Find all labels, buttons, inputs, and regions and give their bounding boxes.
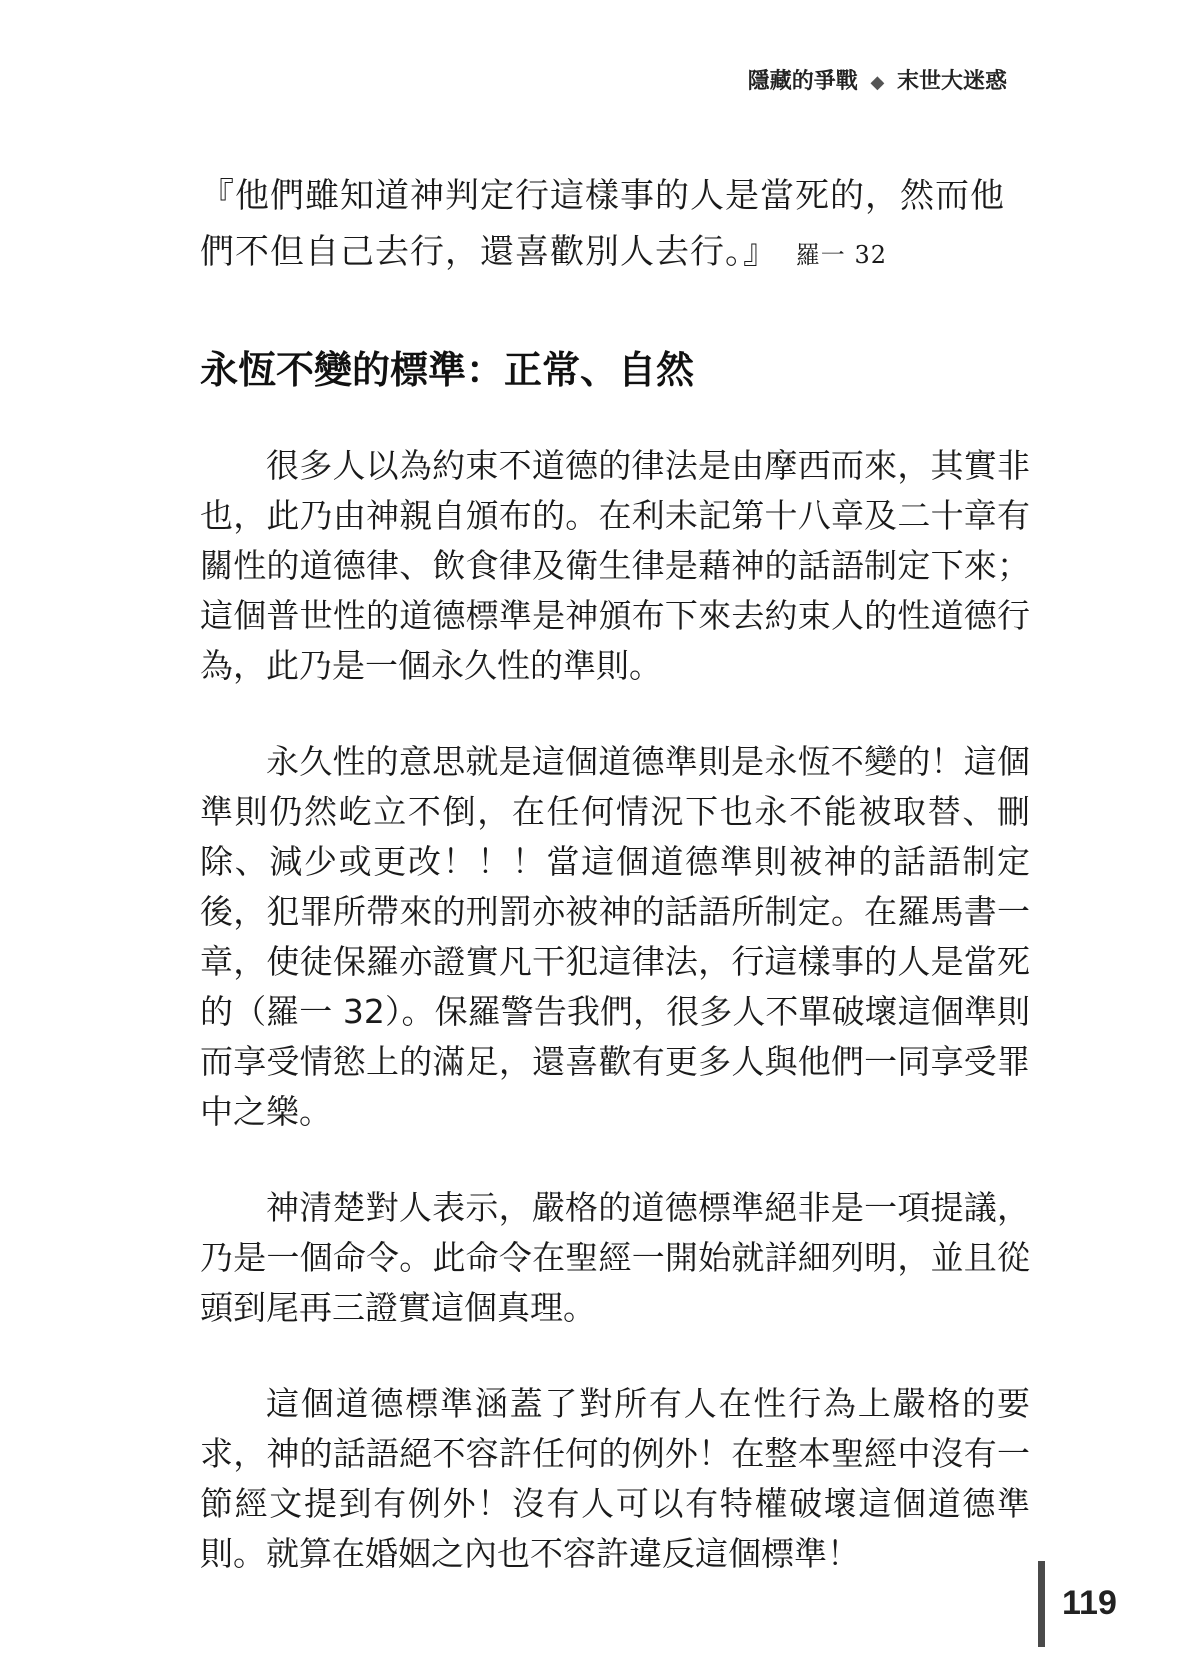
quote-text: 『他們雖知道神判定行這樣事的人是當死的，然而他們不但自己去行，還喜歡別人去行。』 [200,176,1005,272]
diamond-separator-icon: ◆ [870,72,885,93]
page-number-rule [1038,1561,1045,1647]
page-number: 119 [1062,1584,1117,1622]
paragraph-4: 這個道德標準涵蓋了對所有人在性行為上嚴格的要求，神的話語絕不容許任何的例外！在整本聖經中沒有一節經文提到有例外！沒有人可以有特權破壞這個道德準則。就算在婚姻之內也不容許違反這個標準！ [200,1384,1030,1573]
section-heading: 永恆不變的標準：正常、自然 [200,348,695,392]
running-header [748,64,1007,95]
book-title: 隱藏的爭戰 [747,69,858,94]
chapter-title: 末世大迷惑 [896,69,1007,94]
paragraph-3: 神清楚對人表示，嚴格的道德標準絕非是一項提議，乃是一個命令。此命令在聖經一開始就詳細列明，並且從頭到尾再三證實這個真理。 [200,1188,1030,1327]
quote-reference: 羅一 32 [795,241,887,269]
scripture-quote [200,168,1030,283]
paragraph-2: 永久性的意思就是這個道德準則是永恆不變的！這個準則仍然屹立不倒，在任何情況下也永不能被取替、刪除、減少或更改！！！當這個道德準則被神的話語制定後，犯罪所帶來的刑罰亦被神的話語所制定。在羅馬書一章，使徒保羅亦證實凡干犯這律法，行這樣事的人是當死的（羅一 32）。保羅警告我們，很多人不單破壞這個準則而享受情慾上的滿足，還喜歡有更多人與他們一同享受罪中之樂。 [200,742,1030,1131]
page-body [200,168,1030,1579]
paragraph-1: 很多人以為約束不道德的律法是由摩西而來，其實非也，此乃由神親自頒布的。在利未記第十八章及二十章有關性的道德律、飲食律及衛生律是藉神的話語制定下來；這個普世性的道德標準是神頒布下來去約束人的性道德行為，此乃是一個永久性的準則。 [200,446,1030,685]
